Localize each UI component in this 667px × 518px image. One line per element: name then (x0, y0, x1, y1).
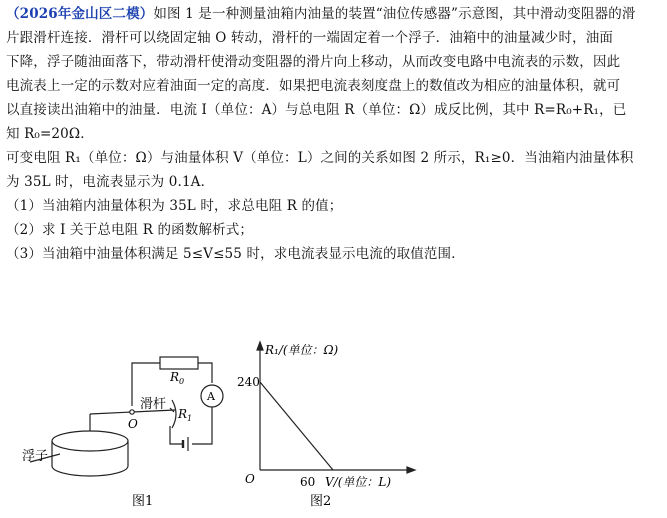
wire-top-right (198, 363, 212, 383)
label-r0: $R_0$ (170, 370, 185, 386)
wire-battery-left (170, 426, 183, 444)
figure2-graph (235, 340, 435, 515)
y-axis-arrow (257, 342, 263, 350)
y-tick-240: 240 (237, 375, 260, 389)
problem-line-2: 片跟滑杆连接．滑杆可以绕固定轴 O 转动，滑杆的一端固定着一个浮子．油箱中的油量减少时，油面 (6, 30, 614, 46)
question-1: （1）当油箱内油量体积为 35L 时，求总电阻 R 的值； (6, 198, 343, 214)
problem-line-6: 知 R₀=20Ω． (6, 126, 94, 142)
x-axis-label: V/(单位：L) (325, 475, 392, 489)
problem-line-3: 下降，浮子随油面落下，带动滑杆使滑动变阻器的滑片向上移动，从而改变电路中电流表的示数，因此 (6, 54, 621, 70)
pivot-o (130, 410, 134, 414)
y-axis-label: R₁/(单位：Ω) (265, 343, 339, 357)
resistor-r0 (160, 357, 198, 369)
x-tick-60: 60 (300, 475, 316, 489)
problem-text (6, 2, 658, 266)
problem-line-5: 以直接读出油箱中的油量．电流 I（单位：A）与总电阻 R（单位：Ω）成反比例，其中 R=R₀+R₁，已 (6, 102, 627, 118)
problem-line-7: 可变电阻 R₁（单位：Ω）与油量体积 V（单位：L）之间的关系如图 2 所示，R₁≥0．当油箱内油量体积 (6, 150, 634, 166)
figure1-caption: 图1 (132, 494, 154, 509)
data-line (260, 382, 333, 470)
figure1-circuit (20, 348, 245, 513)
label-ammeter: A (207, 390, 215, 403)
origin-label: O (245, 472, 255, 486)
label-rod: 滑杆 (140, 397, 167, 412)
wire-right (192, 407, 212, 444)
rheostat-r1 (172, 400, 176, 428)
figure2-caption: 图2 (310, 494, 332, 509)
float-top (52, 431, 128, 451)
x-axis-arrow (407, 467, 415, 473)
label-float: 浮子 (22, 449, 49, 464)
question-2: （2）求 I 关于总电阻 R 的函数解析式； (6, 222, 254, 238)
source-tag: （2026年金山区二模） (6, 6, 154, 22)
problem-line-8: 为 35L 时，电流表显示为 0.1A． (6, 174, 215, 190)
problem-line-1: （2026年金山区二模）如图 1 是一种测量油箱内油量的装置“油位传感器”示意图，其中滑动变阻器的滑 (6, 6, 636, 22)
problem-line-4: 电流表上一定的示数对应着油面一定的高度．如果把电流表刻度盘上的数值改为相应的油量体积，就可 (6, 78, 621, 94)
label-pivot: O (128, 417, 138, 431)
label-r1: $R_1$ (178, 407, 193, 423)
question-3: （3）当油箱中油量体积满足 5≤V≤55 时，求电流表显示电流的取值范围． (6, 246, 465, 262)
